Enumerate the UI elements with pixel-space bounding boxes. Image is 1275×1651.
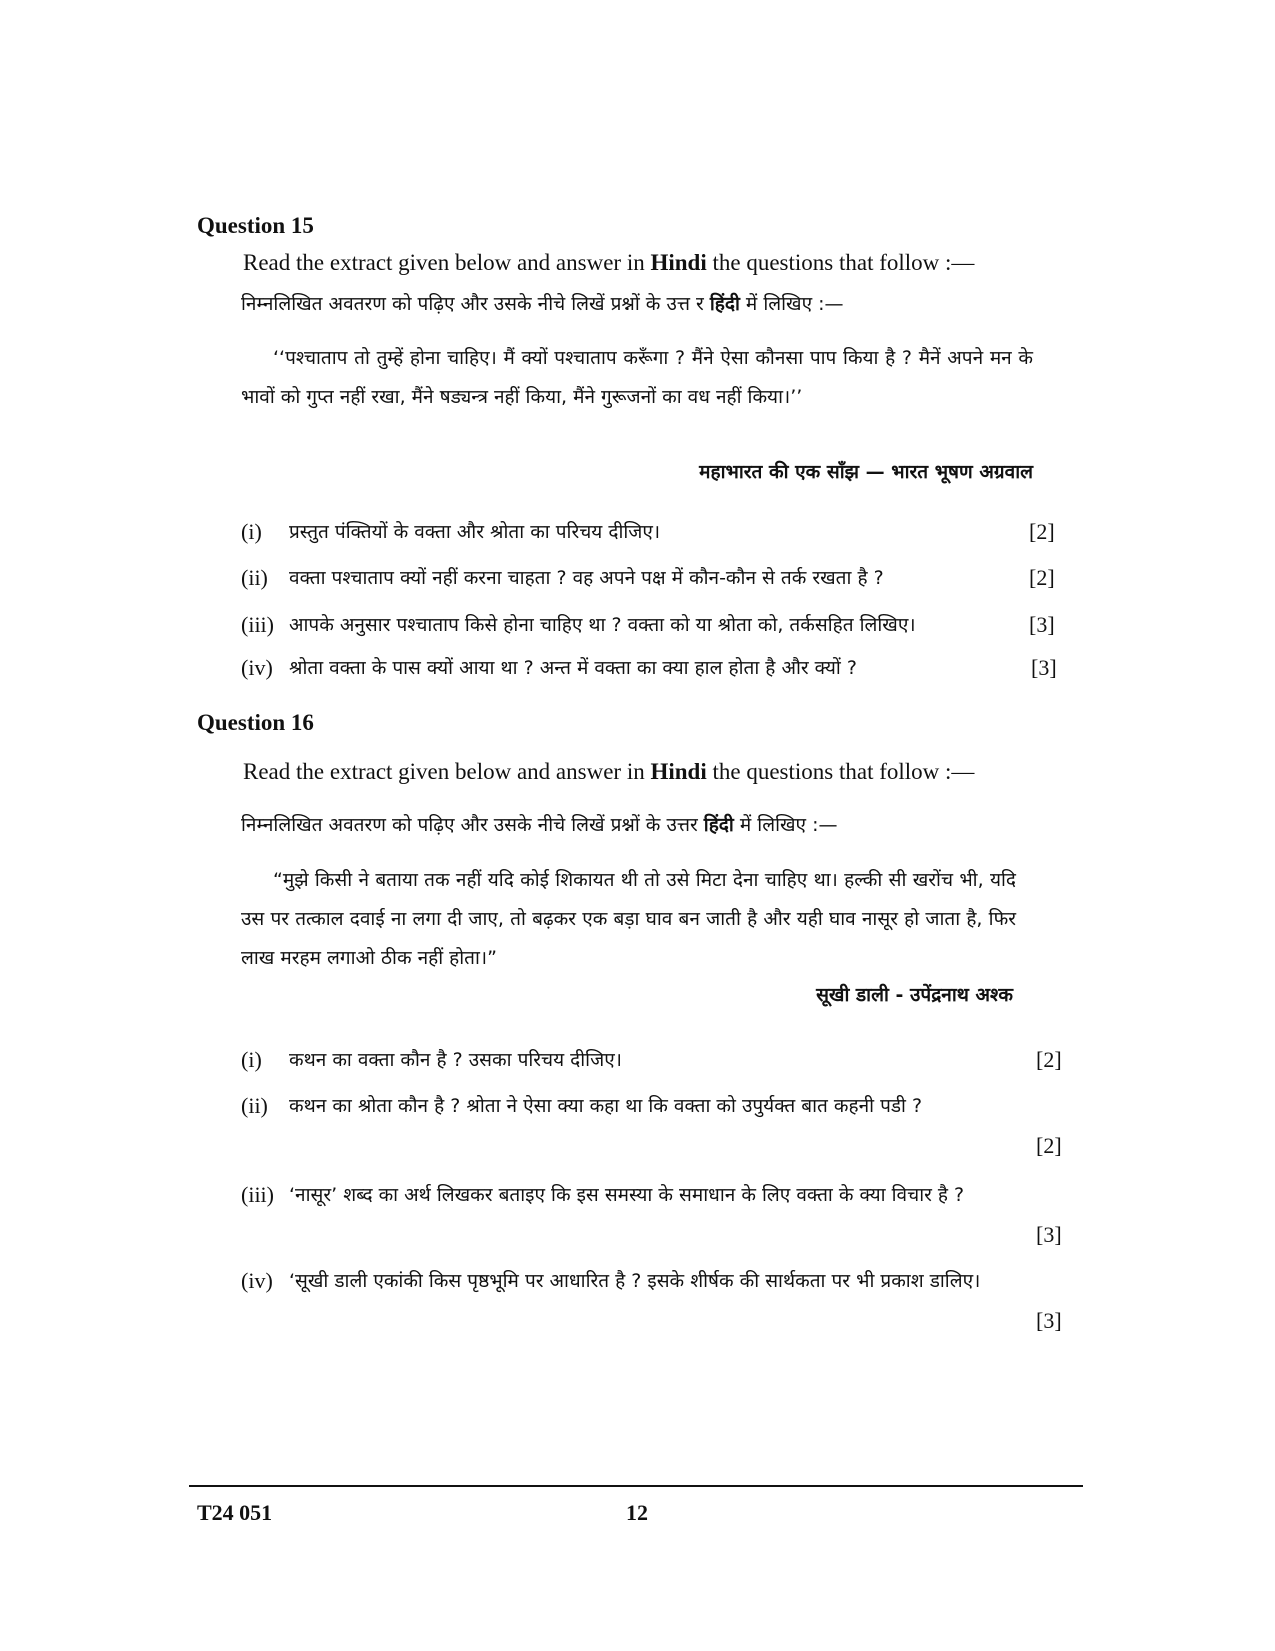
q16-instruction-hindi	[241, 811, 837, 837]
q16-item-1-text: कथन का वक्ता कौन है ? उसका परिचय दीजिए।	[289, 1049, 622, 1071]
q16-instruction-english	[243, 759, 974, 785]
q15-instr-hi-text: निम्नलिखित अवतरण को पढ़िए और उसके नीचे लिखें प्रश्नों के उत्त र	[241, 293, 710, 315]
q16-item-4-text: ‘सूखी डाली एकांकी किस पृष्ठभूमि पर आधारित है ? इसके शीर्षक की सार्थकता पर भी प्रकाश डालिए।	[289, 1270, 981, 1292]
q15-instr-hi-tail: में लिखिए :—	[739, 293, 844, 315]
q15-item-3-number: (iii)	[241, 612, 274, 637]
q16-instr-hi-bold: हिंदी	[703, 814, 734, 836]
q16-instr-hi-tail: में लिखिए :—	[733, 814, 838, 836]
q16-item-3-text: ‘नासूर’ शब्द का अर्थ लिखकर बताइए कि इस समस्या के समाधान के लिए वक्ता के क्या विचार है ?	[289, 1184, 965, 1206]
q15-item-2-marks: [2]	[1029, 565, 1055, 590]
q16-item-2-marks: [2]	[1036, 1133, 1062, 1158]
q15-item-4-text: श्रोता वक्ता के पास क्यों आया था ? अन्त में वक्ता का क्या हाल होता है और क्यों ?	[289, 657, 857, 679]
q15-item-4-marks: [3]	[1031, 655, 1057, 680]
question-15-title: Question 15	[197, 213, 314, 238]
q15-item-4-number: (iv)	[241, 655, 273, 680]
q15-extract: ‘‘पश्चाताप तो तुम्हें होना चाहिए। मैं क्यों पश्चाताप करूँगा ? मैंने ऐसा कौनसा पाप किया है ? मैनें अपने मन के भावों को गुप्त नहीं रखा, मैंने षड्यन्त्र नहीं किया, मैंने गुरूजनों का वध नहीं किया।’’	[241, 347, 1033, 408]
q16-item-2-number: (ii)	[241, 1093, 268, 1118]
q16-item-1-marks: [2]	[1036, 1047, 1062, 1072]
q16-extract: “मुझे किसी ने बताया तक नहीं यदि कोई शिकायत थी तो उसे मिटा देना चाहिए था। हल्की सी खरोंच भी, यदि उस पर तत्काल दवाई ना लगा दी जाए, तो बढ़कर एक बड़ा घाव बन जाती है और यही घाव नासूर हो जाता है, फिर लाख मरहम लगाओ ठीक नहीं होता।”	[241, 869, 1016, 969]
paper-code: T24 051	[197, 1500, 273, 1525]
q15-item-2-text: वक्ता पश्चाताप क्यों नहीं करना चाहता ? वह अपने पक्ष में कौन-कौन से तर्क रखता है ?	[289, 567, 884, 589]
q15-item-3-text: आपके अनुसार पश्चाताप किसे होना चाहिए था ? वक्ता को या श्रोता को, तर्कसहित लिखिए।	[289, 614, 916, 636]
q16-instr-hi-text: निम्नलिखित अवतरण को पढ़िए और उसके नीचे लिखें प्रश्नों के उत्तर	[241, 814, 704, 836]
q15-item-1-text: प्रस्तुत पंक्तियों के वक्ता और श्रोता का परिचय दीजिए।	[289, 521, 661, 543]
q15-instr-en-bold: Hindi	[650, 250, 707, 275]
q16-source: सूखी डाली - उपेंद्रनाथ अश्क	[816, 984, 1013, 1006]
page-number: 12	[626, 1500, 648, 1525]
q16-item-3-marks: [3]	[1036, 1222, 1062, 1247]
q15-instr-en-tail: the questions that follow :—	[706, 250, 975, 275]
q15-item-2-number: (ii)	[241, 565, 268, 590]
q15-item-1-number: (i)	[241, 519, 262, 544]
q16-instr-en-text: Read the extract given below and answer in	[243, 759, 651, 784]
q15-source: महाभारत की एक साँझ — भारत भूषण अग्रवाल	[699, 461, 1033, 483]
q16-item-2-text: कथन का श्रोता कौन है ? श्रोता ने ऐसा क्या कहा था कि वक्ता को उपुर्यक्त बात कहनी पडी ?	[289, 1095, 923, 1117]
question-16-title: Question 16	[197, 710, 314, 735]
q15-instruction-hindi	[241, 290, 844, 316]
q16-item-4-number: (iv)	[241, 1268, 273, 1293]
q16-item-1-number: (i)	[241, 1047, 262, 1072]
q16-item-4-marks: [3]	[1036, 1308, 1062, 1333]
q15-instr-hi-bold: हिंदी	[709, 293, 740, 315]
q15-item-1-marks: [2]	[1029, 519, 1055, 544]
q16-instr-en-tail: the questions that follow :—	[706, 759, 975, 784]
q15-item-3-marks: [3]	[1029, 612, 1055, 637]
q16-instr-en-bold: Hindi	[650, 759, 707, 784]
footer-divider	[189, 1485, 1083, 1487]
q15-instr-en-text: Read the extract given below and answer in	[243, 250, 651, 275]
q15-instruction-english	[243, 250, 974, 276]
q16-item-3-number: (iii)	[241, 1182, 274, 1207]
